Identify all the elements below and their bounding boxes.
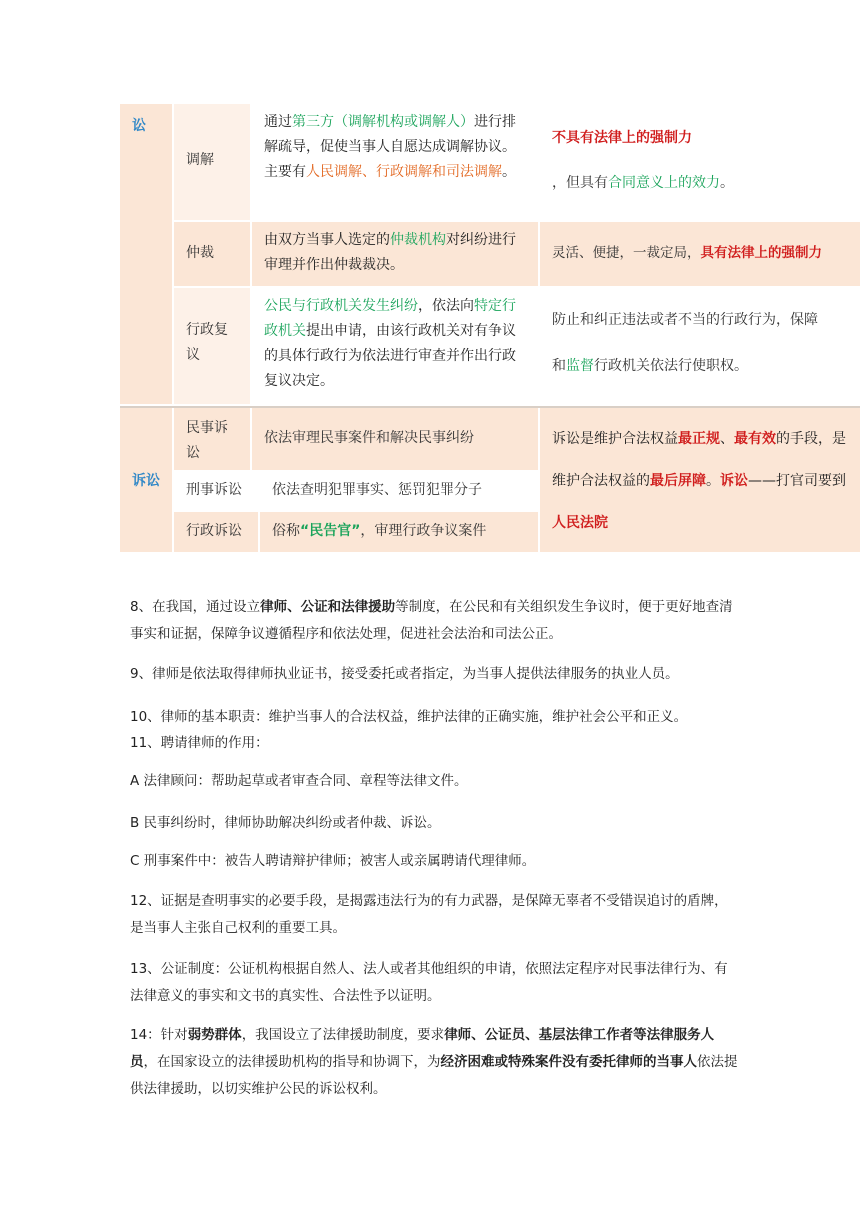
category-cell-litigation bbox=[120, 408, 172, 552]
litigation-effect: 诉讼是维护合法权益最正规、最有效的手段，是维护合法权益的最后屏障。诉讼——打官司要到人民法院 bbox=[540, 408, 860, 552]
paragraph-10: 10、律师的基本职责：维护当事人的合法权益，维护法律的正确实施，维护社会公平和正义。 bbox=[130, 709, 688, 725]
row-label-admin-litigation: 行政诉讼 bbox=[174, 512, 258, 552]
row-effect-admin-review: 防止和纠正违法或者不当的行政行为，保障 和监督行政机关依法行使职权。 bbox=[540, 288, 860, 404]
row-label-arbitration: 仲裁 bbox=[174, 222, 250, 286]
legal-methods-table bbox=[120, 104, 860, 552]
paragraph-8: 8、在我国，通过设立律师、公证和法律援助等制度，在公民和有关组织发生争议时，便于更好地查清事实和证据，保障争议遵循程序和依法处理，促进社会法治和司法公正。 bbox=[130, 599, 733, 642]
row-desc-criminal: 依法查明犯罪事实、惩罚犯罪分子 bbox=[260, 472, 538, 510]
row-desc-civil: 依法审理民事案件和解决民事纠纷 bbox=[252, 408, 538, 470]
row-label-admin-review: 行政复议 bbox=[174, 288, 250, 404]
category-cell-top bbox=[120, 104, 172, 404]
paragraph-13: 13、公证制度：公证机构根据自然人、法人或者其他组织的申请，依照法定程序对民事法律行为、有法律意义的事实和文书的真实性、合法性予以证明。 bbox=[130, 961, 728, 1004]
paragraph-11b: B 民事纠纷时，律师协助解决纠纷或者仲裁、诉讼。 bbox=[130, 815, 441, 831]
row-label-mediation: 调解 bbox=[174, 104, 250, 220]
paragraph-9: 9、律师是依法取得律师执业证书，接受委托或者指定，为当事人提供法律服务的执业人员。 bbox=[130, 666, 679, 682]
paragraph-14: 14：针对弱势群体，我国设立了法律援助制度，要求律师、公证员、基层法律工作者等法律服务人员，在国家设立的法律援助机构的指导和协调下，为经济困难或特殊案件没有委托律师的当事人依法提供法律援助，以切实维护公民的诉讼权利。 bbox=[130, 1027, 738, 1097]
row-desc-admin-review: 公民与行政机关发生纠纷，依法向特定行政机关提出申请，由该行政机关对有争议的具体行政行为依法进行审查并作出行政复议决定。 bbox=[252, 288, 538, 404]
row-desc-admin-litigation: 俗称“民告官”，审理行政争议案件 bbox=[260, 512, 538, 552]
paragraph-11a: A 法律顾问：帮助起草或者审查合同、章程等法律文件。 bbox=[130, 773, 468, 789]
row-desc-mediation: 通过第三方（调解机构或调解人）进行排解疏导，促使当事人自愿达成调解协议。主要有人民调解、行政调解和司法调解。 bbox=[252, 104, 538, 220]
row-effect-arbitration: 灵活、便捷，一裁定局，具有法律上的强制力 bbox=[540, 222, 860, 286]
paragraph-12: 12、证据是查明事实的必要手段，是揭露违法行为的有力武器，是保障无辜者不受错误追讨的盾牌，是当事人主张自己权利的重要工具。 bbox=[130, 893, 728, 936]
row-effect-mediation: 不具有法律上的强制力 ，但具有合同意义上的效力。 bbox=[540, 104, 860, 220]
category-label-top: 讼 bbox=[132, 118, 146, 134]
row-label-criminal: 刑事诉讼 bbox=[174, 472, 258, 510]
paragraph-11c: C 刑事案件中：被告人聘请辩护律师；被害人或亲属聘请代理律师。 bbox=[130, 853, 536, 869]
category-label-litigation: 诉讼 bbox=[132, 473, 160, 489]
row-label-civil: 民事诉讼 bbox=[174, 408, 250, 470]
row-desc-arbitration: 由双方当事人选定的仲裁机构对纠纷进行审理并作出仲裁裁决。 bbox=[252, 222, 538, 286]
paragraph-11: 11、聘请律师的作用： bbox=[130, 735, 269, 751]
